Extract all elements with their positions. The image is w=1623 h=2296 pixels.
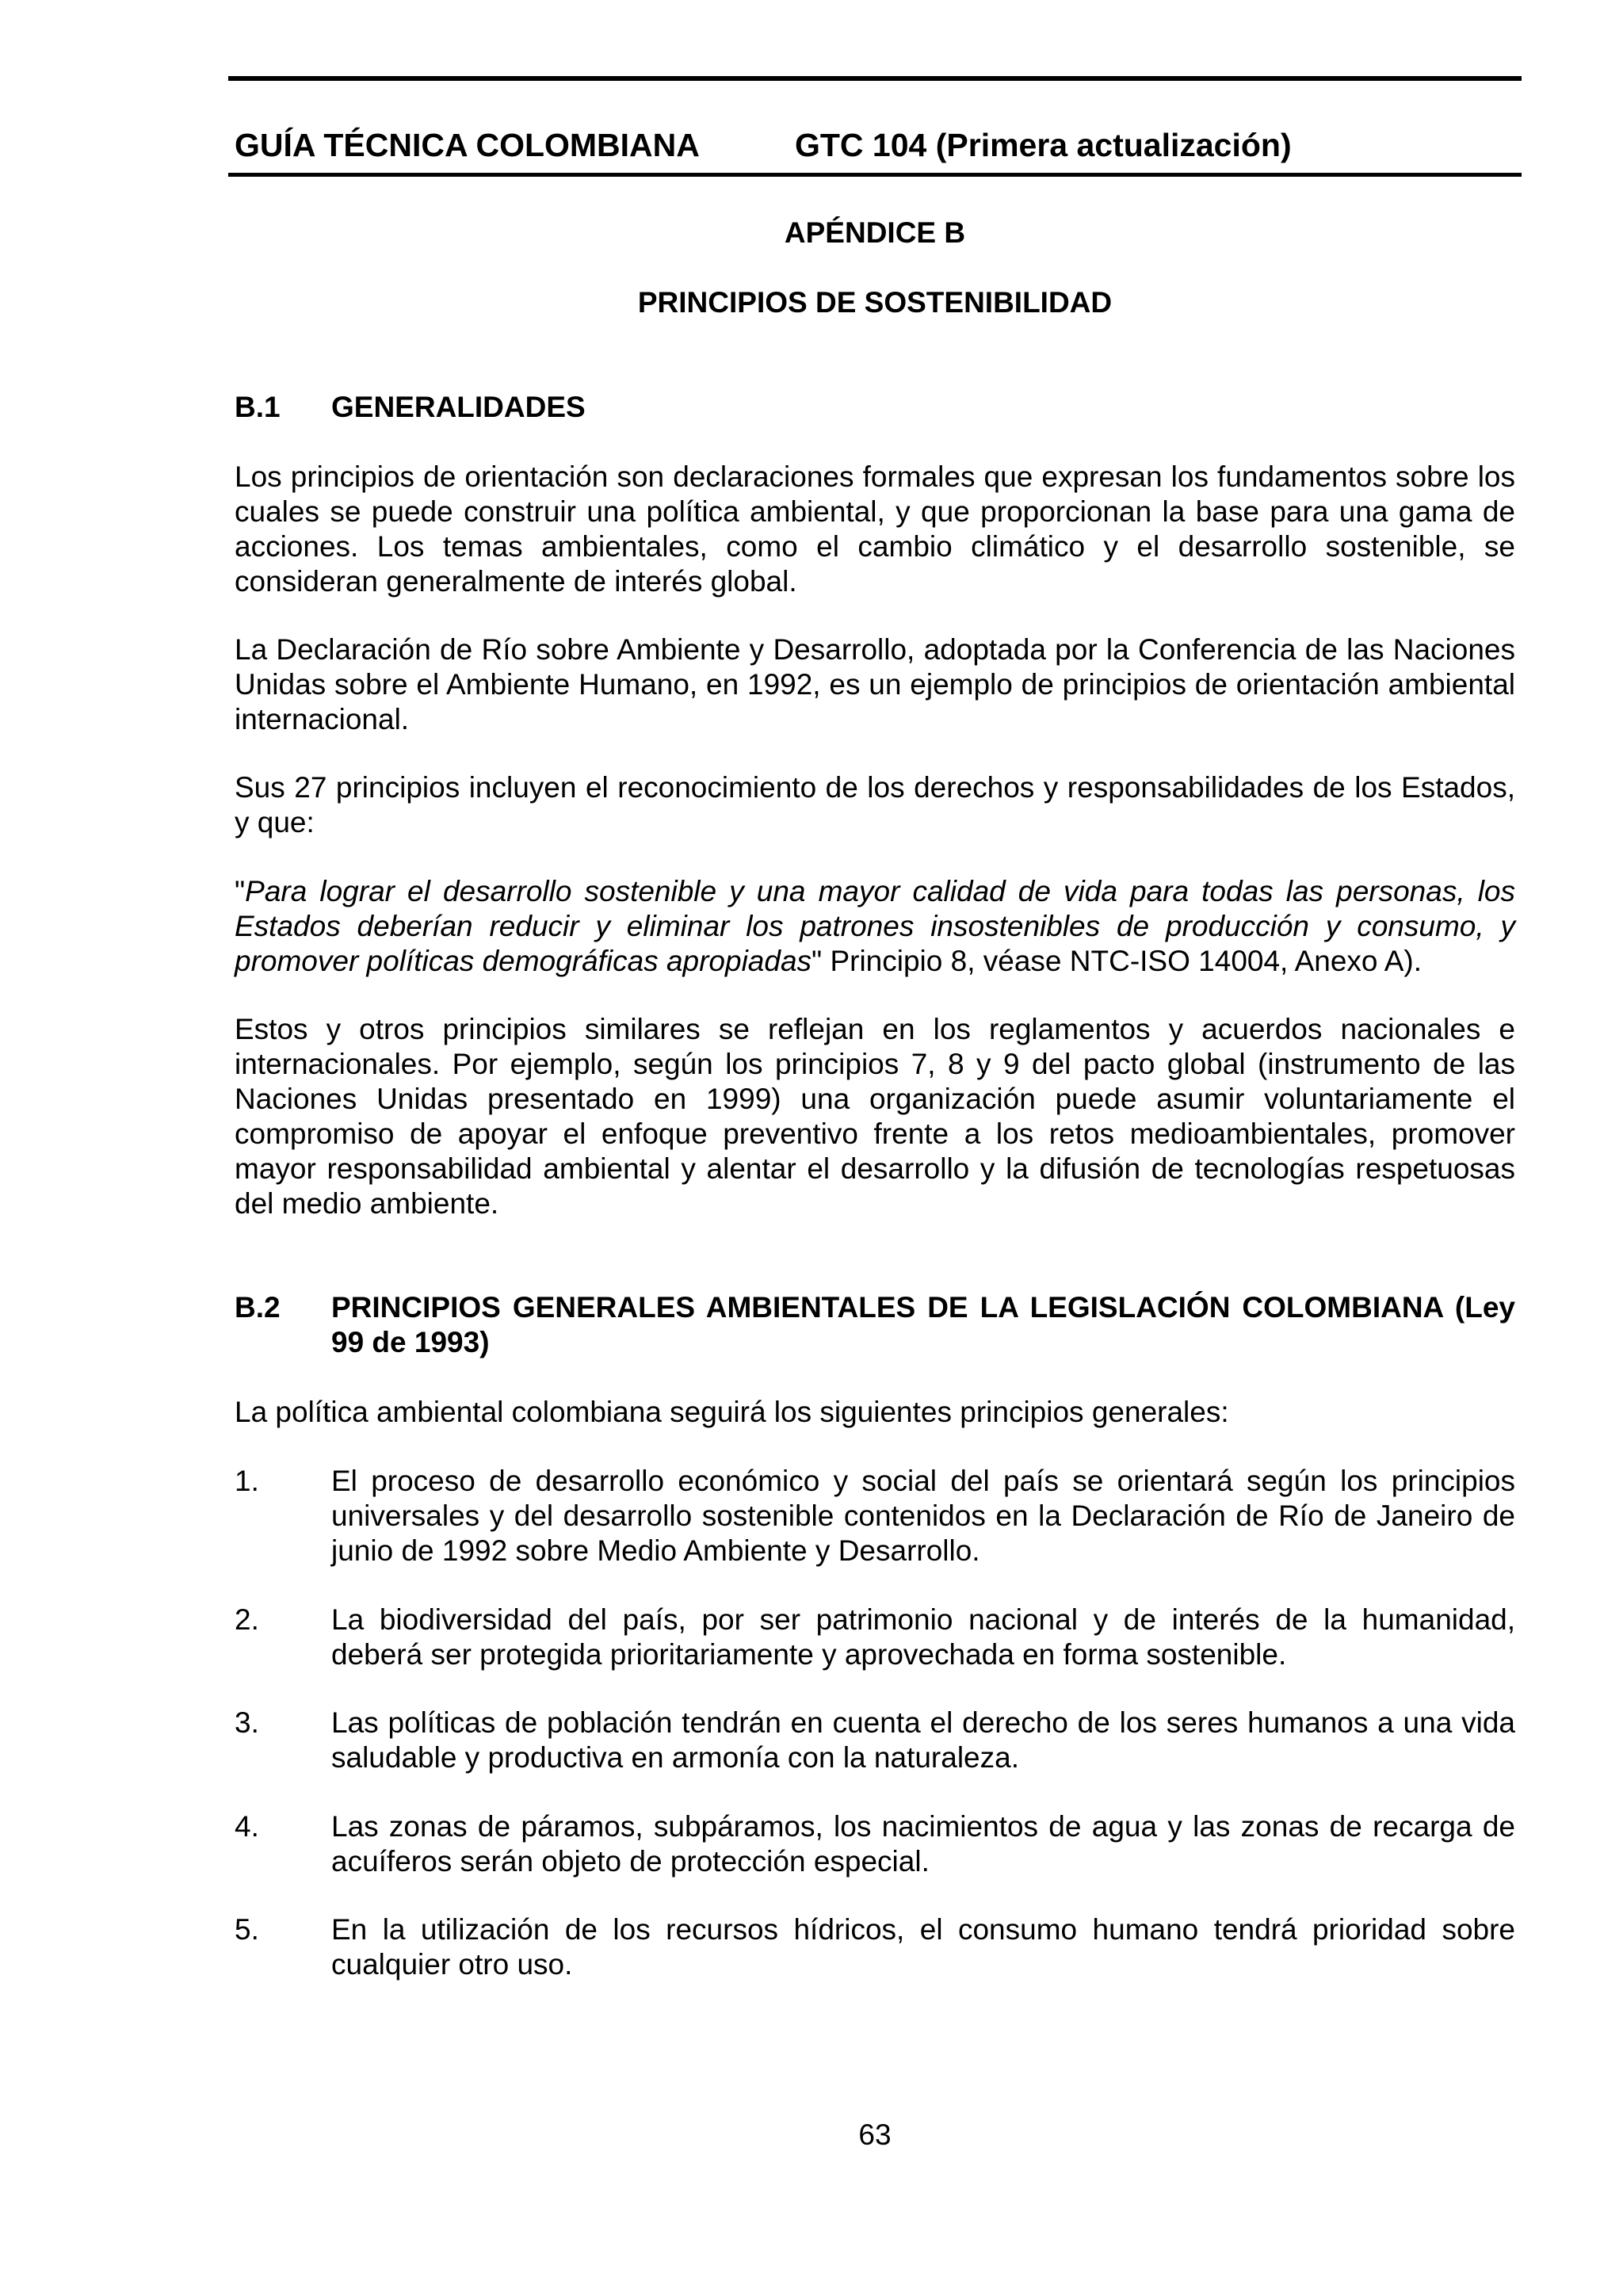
header-top-rule (228, 76, 1522, 81)
list-item (235, 1706, 1515, 1775)
quote-italic-text: Para lograr el desarrollo sostenible y una mayor calidad de vida para todas las personas, los Estados deberían reducir y eliminar los patrones insostenibles de producción y consumo, y promover políticas demográficas apropiadas (235, 875, 1515, 977)
list-item-text: Las zonas de páramos, subpáramos, los nacimientos de agua y las zonas de recarga de acuíferos serán objeto de protección especial. (331, 1810, 1515, 1878)
list-item-number: 3. (235, 1706, 259, 1739)
list-item (235, 1464, 1515, 1568)
appendix-label: APÉNDICE B (784, 216, 966, 249)
section-title: GENERALIDADES (331, 391, 586, 423)
list-item (235, 1912, 1515, 1982)
list-item-text: El proceso de desarrollo económico y social del país se orientará según los principios universales y del desarrollo sostenible contenidos en la Declaración de Río de Janeiro de junio de 1992 sobre Medio Ambiente y Desarrollo. (331, 1465, 1515, 1567)
section-number: B.1 (235, 391, 281, 423)
list-item-text: Las políticas de población tendrán en cuenta el derecho de los seres humanos a una vida saludable y productiva en armonía con la naturaleza. (331, 1706, 1515, 1774)
list-item (235, 1603, 1515, 1672)
header-standard-code: GTC 104 (Primera actualización) (795, 127, 1292, 163)
section-heading-b1 (235, 390, 1515, 425)
quote-open-mark: " (235, 875, 246, 907)
list-item-number: 4. (235, 1810, 259, 1843)
paragraph-generalidades-1: Los principios de orientación son declaraciones formales que expresan los fundamentos sobre los cuales se puede construir una política ambiental, y que proporcionan la base para una gama de acciones. Los temas ambientales, como el cambio climático y el desarrollo sostenible, se consideran generalmente de interés global. (235, 460, 1515, 598)
paragraph-declaracion-rio: La Declaración de Río sobre Ambiente y Desarrollo, adoptada por la Conferencia de las Naciones Unidas sobre el Ambiente Humano, en 1992, es un ejemplo de principios de orientación ambiental internacional. (235, 633, 1515, 735)
page-number: 63 (858, 2118, 892, 2151)
list-item-number: 1. (235, 1465, 259, 1497)
list-item-text: En la utilización de los recursos hídricos, el consumo humano tendrá prioridad sobre cualquier otro uso. (331, 1913, 1515, 1981)
section-number: B.2 (235, 1291, 281, 1324)
list-item-number: 5. (235, 1913, 259, 1946)
header-guide-name: GUÍA TÉCNICA COLOMBIANA (235, 127, 700, 163)
header-bottom-rule (228, 173, 1522, 177)
section-title: PRINCIPIOS GENERALES AMBIENTALES DE LA LEGISLACIÓN COLOMBIANA (Ley 99 de 1993) (331, 1291, 1515, 1358)
paragraph-27-principios: Sus 27 principios incluyen el reconocimiento de los derechos y responsabilidades de los Estados, y que: (235, 771, 1515, 839)
section-heading-b2 (235, 1290, 1515, 1360)
list-item-text: La biodiversidad del país, por ser patrimonio nacional y de interés de la humanidad, deberá ser protegida prioritariamente y aprovechada en forma sostenible. (331, 1603, 1515, 1671)
list-item (235, 1809, 1515, 1879)
quote-reference: " Principio 8, véase NTC-ISO 14004, Anexo A). (812, 945, 1423, 977)
appendix-title: PRINCIPIOS DE SOSTENIBILIDAD (637, 286, 1113, 319)
list-item-number: 2. (235, 1603, 259, 1636)
paragraph-politica-intro: La política ambiental colombiana seguirá los siguientes principios generales: (235, 1396, 1229, 1428)
paragraph-quote-principio-8 (235, 874, 1515, 979)
paragraph-pacto-global: Estos y otros principios similares se reflejan en los reglamentos y acuerdos nacionales e internacionales. Por ejemplo, según los principios 7, 8 y 9 del pacto global (instrumento de las Naciones Unidas presentado en 1999) una organización puede asumir voluntariamente el compromiso de apoyar el enfoque preventivo frente a los retos medioambientales, promover mayor responsabilidad ambiental y alentar el desarrollo y la difusión de tecnologías respetuosas del medio ambiente. (235, 1013, 1515, 1220)
